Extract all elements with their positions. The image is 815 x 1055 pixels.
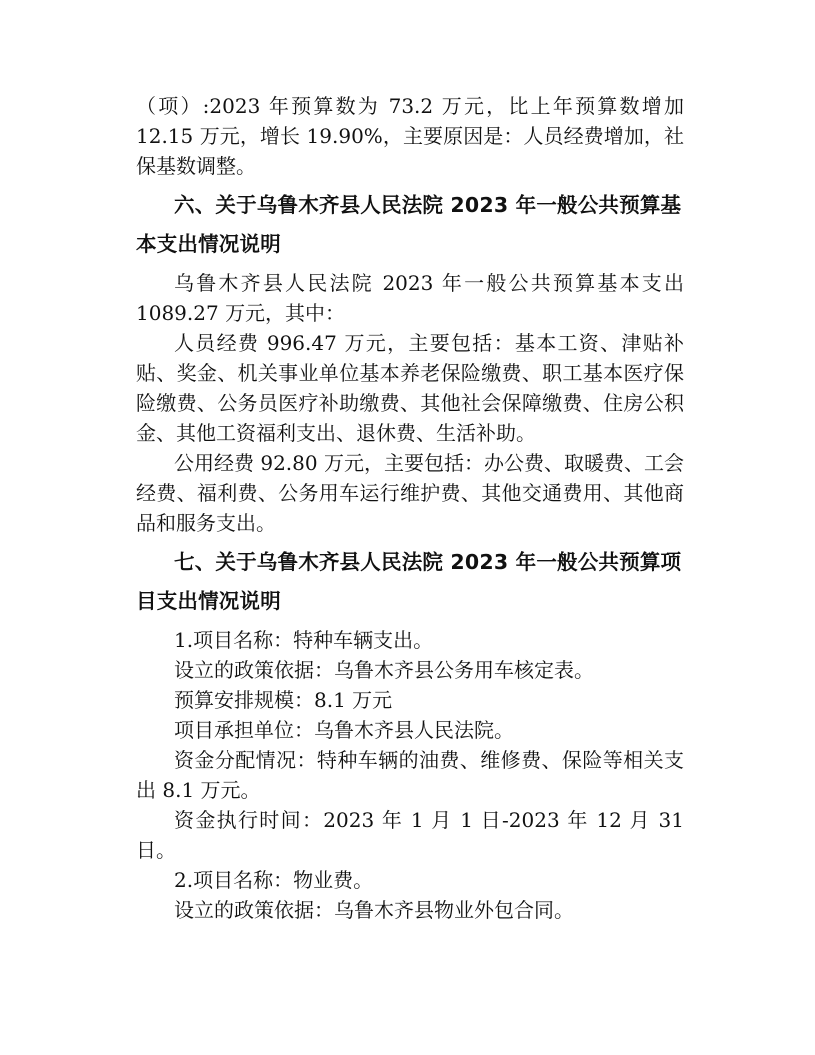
paragraph-basic-expenditure-total: 乌鲁木齐县人民法院 2023 年一般公共预算基本支出 1089.27 万元，其中： <box>136 271 684 325</box>
paragraph-project-2-policy: 设立的政策依据：乌鲁木齐县物业外包合同。 <box>174 898 574 922</box>
document-body <box>136 91 684 925</box>
paragraph-project-1-unit: 项目承担单位：乌鲁木齐县人民法院。 <box>174 718 514 742</box>
paragraph-personnel-expenses: 人员经费 996.47 万元，主要包括：基本工资、津贴补贴、奖金、机关事业单位基本养老保险缴费、职工基本医疗保险缴费、公务员医疗补助缴费、其他社会保障缴费、住房公积金、其他工资福利支出、退休费、生活补助。 <box>136 331 684 445</box>
section-heading-basic-expenditure: 六、关于乌鲁木齐县人民法院 2023 年一般公共预算基本支出情况说明 <box>136 193 682 256</box>
paragraph-project-2-name: 2.项目名称：物业费。 <box>174 868 374 892</box>
paragraph-public-expenses: 公用经费 92.80 万元，主要包括：办公费、取暖费、工会经费、福利费、公务用车运行维护费、其他交通费用、其他商品和服务支出。 <box>136 451 684 535</box>
section-heading-project-expenditure: 七、关于乌鲁木齐县人民法院 2023 年一般公共预算项目支出情况说明 <box>136 550 682 613</box>
paragraph-prior-item-budget: （项）:2023 年预算数为 73.2 万元，比上年预算数增加 12.15 万元，增长 19.90%，主要原因是：人员经费增加，社保基数调整。 <box>136 94 684 178</box>
paragraph-project-1-scale: 预算安排规模：8.1 万元 <box>174 688 393 712</box>
paragraph-project-1-name: 1.项目名称：特种车辆支出。 <box>174 628 434 652</box>
paragraph-project-1-policy: 设立的政策依据：乌鲁木齐县公务用车核定表。 <box>174 658 594 682</box>
paragraph-project-1-allocation: 资金分配情况：特种车辆的油费、维修费、保险等相关支出 8.1 万元。 <box>136 748 684 802</box>
paragraph-project-1-period: 资金执行时间：2023 年 1 月 1 日-2023 年 12 月 31 日。 <box>136 808 684 862</box>
